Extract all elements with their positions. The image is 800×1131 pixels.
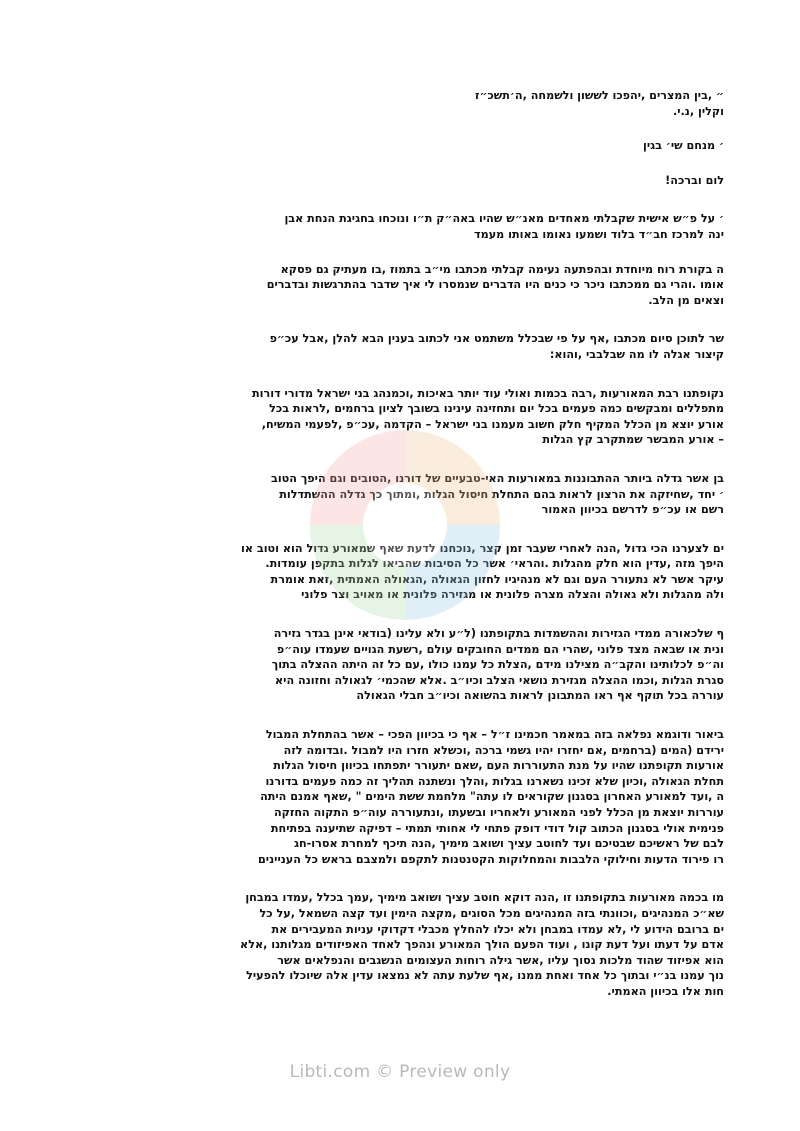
text-line: ונית או שבאה מצד פלוני ,שהרי הם ממדים החובקים עולם ,רשעת הגויים שעמדו עוה״פ	[276, 642, 724, 656]
paragraph-gap	[150, 154, 724, 173]
text-line: עוררה בכל תוקף אף ראו המתבונן לראות בהשואה וכיו״ב חבלי הגאולה	[356, 689, 724, 703]
text-line: עיקר אשר לא נתעורר העם וגם לא מנהיגיו לחזון הגאולה ,הגאולה האמתית ,זאת אומרת	[270, 572, 724, 586]
text-line: הוא אפיזוד שהוד מלכות נסוך עליו ,אשר גילה רוחות העצומים הנשגבים והנפלאים אשר	[277, 953, 724, 967]
paragraph-gap	[150, 243, 724, 262]
text-line: וה״פ לכלותינו והקב״ה מצילנו מידם ,הצלת כל עמנו כולו ,עם כל זה היתה ההצלה בתוך	[271, 658, 724, 672]
paragraph-gap	[150, 867, 724, 890]
text-line: היפך מזה ,עדין הוא חלק מהגלות .והראי׳ אשר כל הסיבות שהביאו לגלות בתקפן עומדות.	[265, 557, 724, 571]
paragraph-gap	[150, 119, 724, 138]
text-line: אורעות תקופתנו שהיו על מנת התעוררות העם ,שאם יתעורר יתפתחו בכיוון חיסול הגלות	[273, 759, 724, 773]
text-line: ירידם (המים (ברחמים ,אם יחזרו יהיו גשמי ברכה ,וכשלא חזרו היו למבול .ובדומה לזה	[283, 743, 724, 757]
text-line: אומו .והרי גם ממכתבו ניכר כי כנים היו הדברים שנמסרו לי איך שדבר בהתרגשות ובדברים	[266, 278, 724, 292]
preview-watermark-text: Libti.com © Preview only	[289, 1062, 511, 1082]
text-line: רשם או עכ״פ לדרשם בכיוון האמור	[541, 503, 724, 517]
text-line: עוררות יוצאת מן הכלל לפני המאורע ולאחריו ובשעתו ,ונתעוררה עוה״פ התקוה החזקה	[273, 806, 724, 819]
text-line: פנימית אולי בסגנון הכתוב קול דודי דופק פתחי לי אחותי תמתי – דפיקה שתיענה בפתיחת	[270, 821, 724, 835]
paragraph-gap	[150, 448, 724, 471]
text-line: רו פירוד הדעות וחילוקי הלבבות והמחלוקות הקטנטנות לתקפם ולמצבם בראש כל העניינים	[258, 852, 724, 866]
text-line: ים ברובם הידוע לי ,לא עמדו במבחן ולא יכלו להחלץ מכבלי דקדוקי עניות המעבירים את	[271, 922, 724, 936]
text-line: וקלין ,נ.י.	[673, 104, 724, 118]
text-line: לום וברכה!	[665, 173, 724, 187]
letter-body	[150, 88, 724, 1000]
text-line: ים לצערנו הכי גדול ,הנה לאחרי שעבר זמן קצר ,נוכחנו לדעת שאף שמאורע גדול הוא וטוב או	[241, 541, 724, 555]
text-line: ה ,ועד למאורע האחרון בסגנון שקוראים לו עתה" מלחמת ששת הימים " ,שאף אמנם היתה	[260, 790, 724, 804]
text-line: אדם על דעתו ועל דעת קונו , ועוד הפעם הולך המאורע ונהפך לאחד האפיזודים מגלותנו ,אלא	[240, 938, 724, 952]
text-line: לבם של ראשיכם שבטיכם ועד לחוטב עציך ושואב מימיך ,הנה תיכף למחרת אסרו-חג	[293, 837, 724, 851]
paragraph-gap	[150, 188, 724, 211]
text-line: אורע יוצא מן הכלל המקיף חלק חשוב מעמנו בני ישראל – הקדמה ,עכ״פ ,לפעמי המשיח,	[261, 417, 724, 431]
text-line: ״ ,בין המצרים ,יהפכו לששון ולשמחה ,ה׳תשכ״ז	[475, 89, 724, 102]
paragraph-gap	[150, 363, 724, 386]
text-line: ינה למרכז חב״ד בלוד ושמעו נאומו באותו מעמד	[474, 227, 724, 241]
text-line: קיצור אגלה לו מה שבלבבי ,והוא:	[549, 347, 724, 361]
text-line: מתפללים ומבקשים כמה פעמים בכל יום ותחזינה עינינו בשובך לציון ברחמים ,לראות בכל	[269, 402, 724, 416]
text-line: ׳ מנחם שי׳ בגין	[643, 139, 724, 153]
text-line: סגרת הגלות ,וכמו ההצלה מגזירת נושאי הצלב וכיו״ב .אלא שהכמי׳ לגאולה וחזונה היא	[275, 673, 724, 687]
text-line: חות אלו בכיוון האמתי.	[607, 984, 724, 998]
text-line: ף שלכאורה ממדי הגזירות וההשמדות בתקופתנו (ל״ע ולא עלינו (בודאי אינן בגדר גזירה	[273, 627, 724, 641]
text-line: ה בקורת רוח מיוחדת ובהפתעה נעימה קבלתי מכתבו מי״ב בתמוז ,בו מעתיק גם פסקא	[280, 262, 724, 276]
text-line: – אורע המבשר שמתקרב קץ הגלות	[542, 433, 724, 447]
text-line: נוך עמנו בנ״י ובתוך כל אחד ואחת ממנו ,אף שלעת עתה לא נמצאו עדין אלה שיוכלו להפעיל	[246, 969, 724, 983]
paragraph-gap	[150, 308, 724, 331]
text-line: ולה מהגלות ולא גאולה והצלה מצרה פלונית או מגזירה פלונית או מאויב וצר פלוני	[301, 588, 724, 602]
paragraph-gap	[150, 518, 724, 541]
text-line: שר לתוכן סיום מכתבו ,אף על פי שבכלל משתמט אני לכתוב בענין הבא להלן ,אבל עכ״פ	[269, 332, 724, 346]
paragraph-gap	[150, 704, 724, 727]
text-line: נקופתנו רבת המאורעות ,רבה בכמות ואולי עוד יותר באיכות ,וכמנהג בני ישראל מדורי דורות	[252, 386, 724, 400]
paragraph-gap	[150, 603, 724, 626]
text-line: ביאור ודוגמא נפלאה בזה במאמר חכמינו ז״ל – אף כי בכיוון הפכי – אשר בהתחלת המבול	[265, 728, 724, 742]
text-line: תחלת הגאולה ,וכיון שלא זכינו נשארנו בגלות ,והלך ונשתנה תהליך זה כמה פעמים בדורנו	[265, 774, 724, 788]
text-line: שא״כ המנהיגים ,וכוונתי בזה המנהיגים מכל הסוגים ,מקצה הימין ועד קצה השמאל ,על כל	[259, 906, 724, 920]
text-line: מו בכמה מאורעות בתקופתנו זו ,הנה דוקא חוטב עציך ושואב מימיך ,עמך בכלל ,עמדו במבחן	[245, 891, 724, 905]
text-line: בן אשר גדלה ביותר ההתבוננות במאורעות האי-טבעיים של דורנו ,הטובים וגם היפך הטוב	[271, 471, 724, 485]
text-line: ׳ יחד ,שחיזקה את הרצון לראות בהם התחלת חיסול הגלות ,ומתוך כך גדלה ההשתדלות	[279, 487, 724, 501]
text-line: ׳ על פ״ש אישית שקבלתי מאחדים מאנ״ש שהיו באה״ק ת״ו ונוכחו בחגיגת הנחת אבן	[284, 212, 724, 226]
text-line: וצאים מן הלב.	[648, 293, 724, 307]
